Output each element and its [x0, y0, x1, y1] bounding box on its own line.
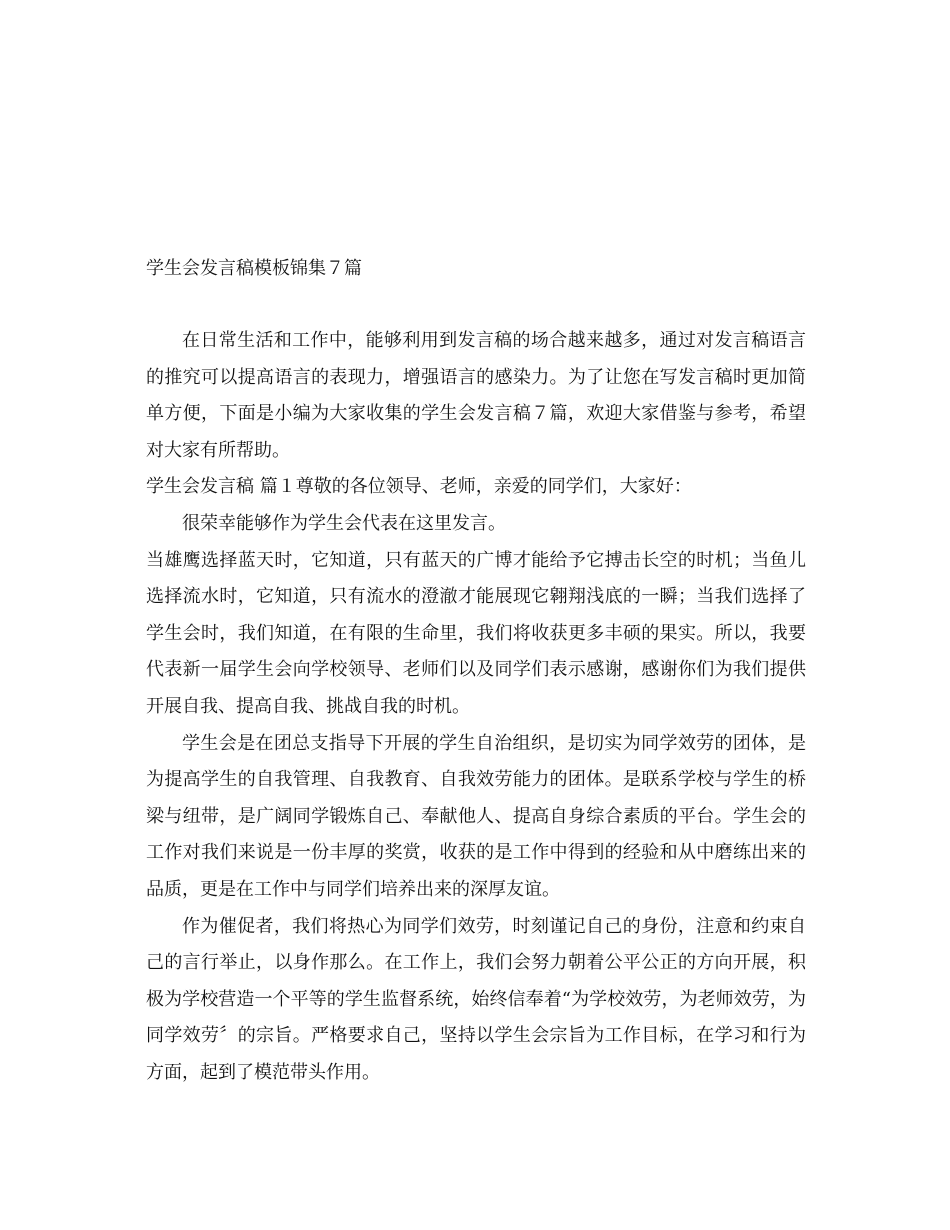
document-title: 学生会发言稿模板锦集７篇 — [146, 258, 362, 279]
paragraph-student-union: 学生会是在团总支指导下开展的学生自治组织，是切实为同学效劳的团体，是为提高学生的自我管理、自我教育、自我效劳能力的团体。是联系学校与学生的桥梁与纽带，是广阔同学锻炼自己、奉献他人、提高自身综合素质的平台。学生会的工作对我们来说是一份丰厚的奖赏，收获的是工作中得到的经验和从中磨练出来的品质，更是在工作中与同学们培养出来的深厚友谊。 — [146, 732, 806, 900]
paragraph-eagle-metaphor: 当雄鹰选择蓝天时，它知道，只有蓝天的广博才能给予它搏击长空的时机；当鱼儿选择流水时，它知道，只有流水的澄澈才能展现它翱翔浅底的一瞬；当我们选择了学生会时，我们知道，在有限的生命里，我们将收获更多丰硕的果实。所以，我要代表新一届学生会向学校领导、老师们以及同学们表示感谢，感谢你们为我们提供开展自我、提高自我、挑战自我的时机。 — [146, 549, 806, 717]
document-body — [146, 323, 806, 1091]
paragraph-speech-heading: 学生会发言稿 篇１尊敬的各位领导、老师，亲爱的同学们，大家好： — [146, 476, 692, 498]
paragraph-intro: 在日常生活和工作中，能够利用到发言稿的场合越来越多，通过对发言稿语言的推究可以提高语言的表现力，增强语言的感染力。为了让您在写发言稿时更加简单方便，下面是小编为大家收集的学生会发言稿７篇，欢迎大家借鉴与参考，希望对大家有所帮助。 — [146, 330, 806, 461]
paragraph-opening: 很荣幸能够作为学生会代表在这里发言。 — [182, 512, 506, 534]
paragraph-supervisor-role: 作为催促者，我们将热心为同学们效劳，时刻谨记自己的身份，注意和约束自己的言行举止，以身作那么。在工作上，我们会努力朝着公平公正的方向开展，积极为学校营造一个平等的学生监督系统，始终信奉着“为学校效劳，为老师效劳，为同学效劳〞的宗旨。严格要求自己，坚持以学生会宗旨为工作目标，在学习和行为方面，起到了模范带头作用。 — [146, 915, 806, 1083]
